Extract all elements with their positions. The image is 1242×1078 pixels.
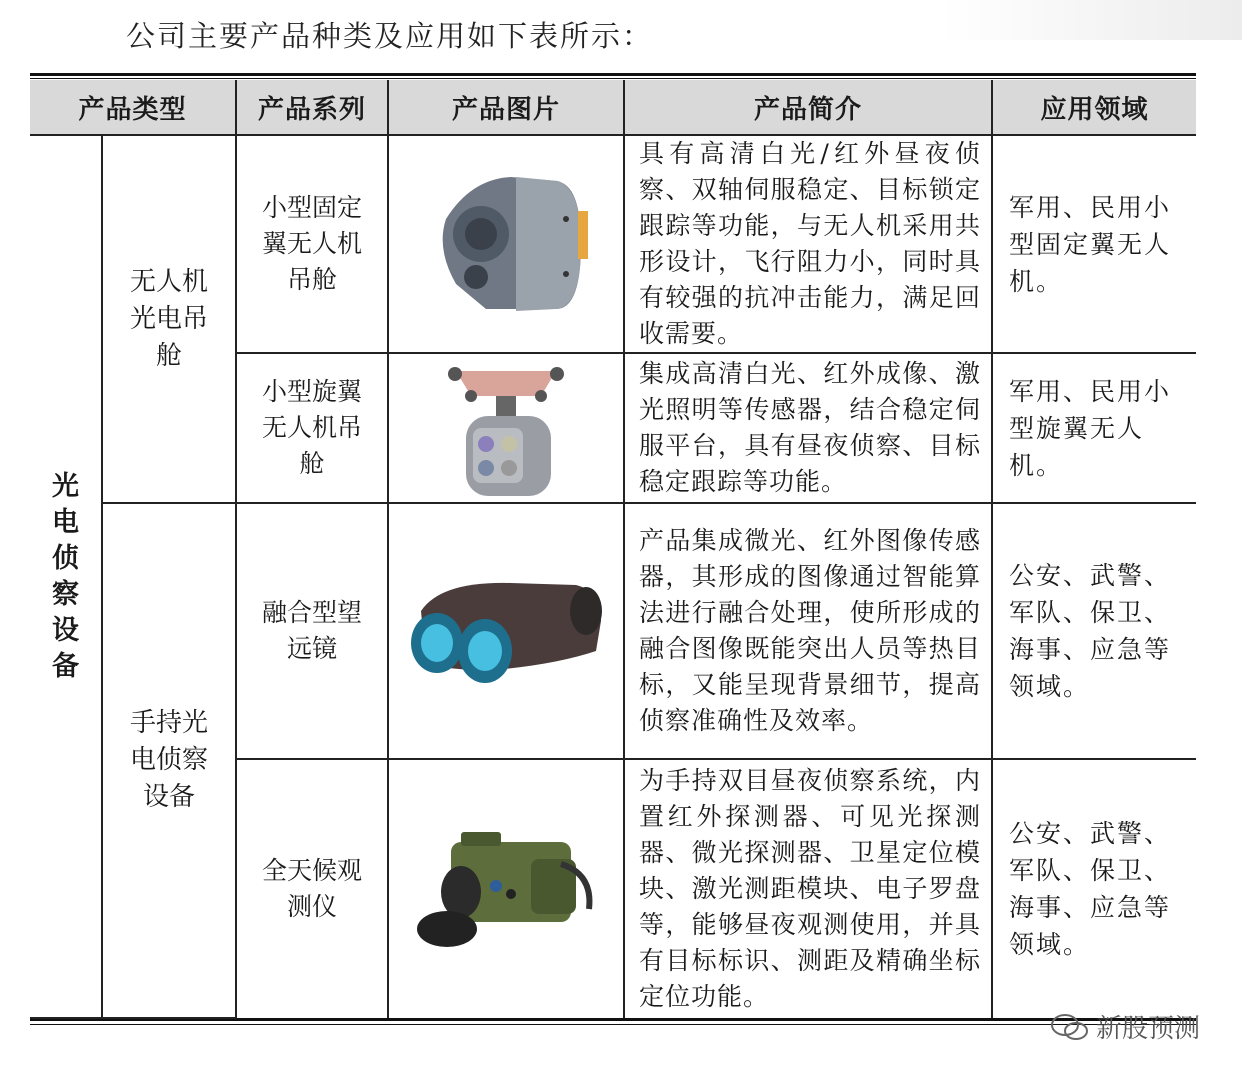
category-label: 光电侦察设备 — [52, 470, 79, 682]
product-image-cell — [388, 503, 624, 759]
subcategory-cell-handheld: 手持光电侦察设备 — [102, 503, 236, 1018]
binocular-image — [401, 571, 611, 691]
description-cell: 具有高清白光/红外昼夜侦察、双轴伺服稳定、目标锁定跟踪等功能，与无人机采用共形设计，飞行阻力小，同时具有较强的抗冲击能力，满足回收需要。 — [624, 135, 992, 353]
header-product-type: 产品类型 — [30, 80, 236, 135]
header-image: 产品图片 — [388, 80, 624, 135]
observer-device-image — [411, 824, 601, 954]
table-row — [30, 503, 1196, 759]
watermark-text: 新股预测 — [1095, 1014, 1200, 1044]
subcategory-cell-uav: 无人机光电吊舱 — [102, 135, 236, 503]
description-cell: 为手持双目昼夜侦察系统，内置红外探测器、可见光探测器、微光探测器、卫星定位模块、激光测距模块、电子罗盘等，能够昼夜观测使用，并具有目标标识、测距及精确坐标定位功能。 — [624, 759, 992, 1018]
table-row — [30, 135, 1196, 353]
product-image-cell — [388, 353, 624, 503]
wechat-icon — [1050, 1012, 1090, 1042]
application-cell: 公安、武警、军队、保卫、海事、应急等领域。 — [992, 759, 1196, 1018]
application-cell: 军用、民用小型固定翼无人机。 — [992, 135, 1196, 353]
watermark — [1050, 1008, 1200, 1045]
description-cell: 产品集成微光、红外图像传感器，其形成的图像通过智能算法进行融合处理，使所形成的融合图像既能突出人员等热目标，又能呈现背景细节，提高侦察准确性及效率。 — [624, 503, 992, 759]
category-cell — [30, 135, 102, 1018]
series-cell: 小型旋翼无人机吊舱 — [236, 353, 388, 503]
series-cell: 全天候观测仪 — [236, 759, 388, 1018]
header-application: 应用领域 — [992, 80, 1196, 135]
header-row — [30, 80, 1196, 135]
series-cell: 融合型望远镜 — [236, 503, 388, 759]
header-series: 产品系列 — [236, 80, 388, 135]
page-shadow — [942, 0, 1242, 40]
table-caption: 公司主要产品种类及应用如下表所示： — [126, 19, 654, 53]
product-image-cell — [388, 135, 624, 353]
description-cell: 集成高清白光、红外成像、激光照明等传感器，结合稳定伺服平台，具有昼夜侦察、目标稳定跟踪等功能。 — [624, 353, 992, 503]
top-rule-thick — [30, 73, 1196, 76]
rotor-pod-image — [441, 356, 571, 501]
product-table — [30, 80, 1196, 1019]
bottom-rule-thin — [30, 1024, 1196, 1025]
product-image-cell — [388, 759, 624, 1018]
application-cell: 公安、武警、军队、保卫、海事、应急等领域。 — [992, 503, 1196, 759]
fixed-wing-pod-image — [416, 159, 596, 329]
application-cell: 军用、民用小型旋翼无人机。 — [992, 353, 1196, 503]
series-cell: 小型固定翼无人机吊舱 — [236, 135, 388, 353]
header-description: 产品简介 — [624, 80, 992, 135]
top-rule-thin — [30, 78, 1196, 79]
